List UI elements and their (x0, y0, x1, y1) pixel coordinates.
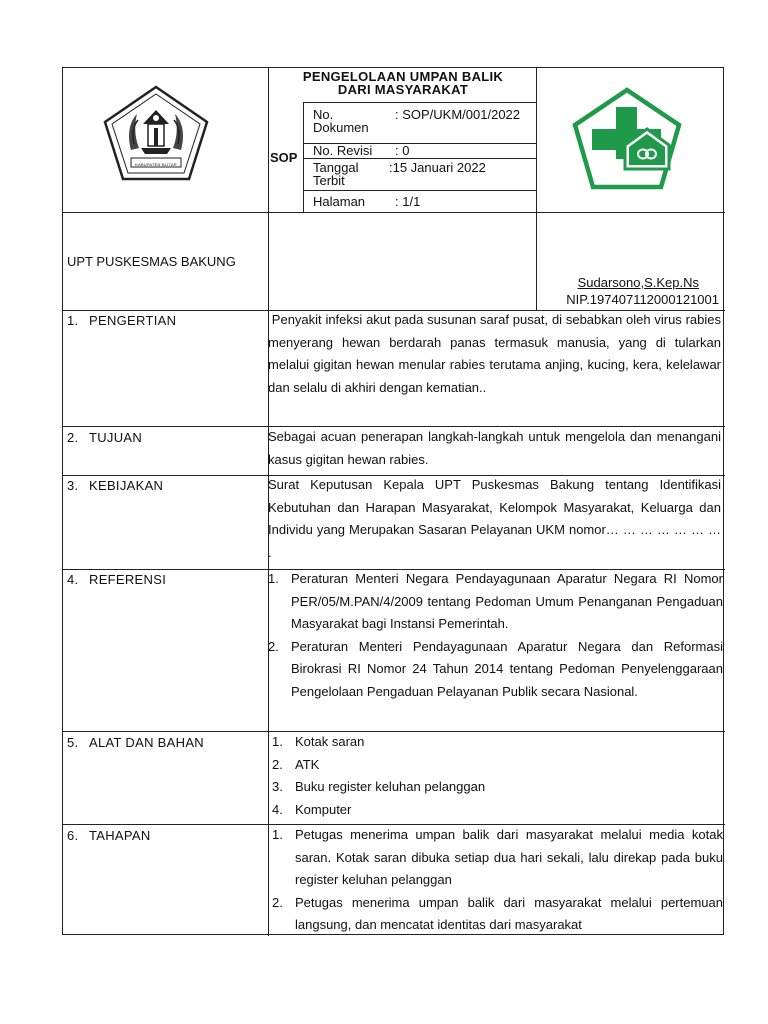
meta-page-label: Halaman (313, 194, 366, 209)
meta-revision-value: : 0 (395, 143, 410, 158)
title-line-1: PENGELOLAAN UMPAN BALIK (302, 69, 504, 84)
list-item-text: Buku register keluhan pelanggan (295, 779, 486, 794)
list-item-text: Petugas menerima umpan balik dari masyarakat melalui pertemuan langsung, dan mencatat identitas dari masyarakat (295, 894, 723, 932)
header-divider (63, 212, 725, 213)
section-text-kebijakan: Surat Keputusan Kepala UPT Puskesmas Bakung tentang Identifikasi Kebutuhan dan Harapan Masyarakat, Kelompok Masyarakat, Keluarga dan Individu yang Merupakan Sasaran Pelayanan UKM nomor… … … … … … … . (268, 477, 721, 560)
puskesmas-cross-logo (571, 87, 683, 191)
section-label-referensi (67, 572, 166, 587)
list-item-text: Petugas menerima umpan balik dari masyarakat melalui media kotak saran. Kotak saran dibuka setiap dua hari sekali, lalu direkap pada buku register keluhan pelanggan (295, 827, 723, 887)
section-number: 4. (67, 572, 79, 587)
signatory-nip: NIP.197407112000121001 (566, 292, 719, 307)
section-label-pengertian (67, 313, 176, 328)
list-number: 2. (272, 756, 283, 772)
list-item-text: ATK (295, 756, 320, 772)
section-title: TUJUAN (89, 430, 143, 445)
sop-document (62, 67, 724, 935)
alat-bahan-list (272, 731, 723, 821)
list-number: 1. (272, 734, 283, 749)
meta-divider-3 (303, 190, 536, 191)
list-item (272, 754, 723, 777)
header-right-divider (536, 68, 537, 311)
list-item (272, 824, 723, 892)
title-underline (303, 102, 536, 103)
meta-date-label (313, 161, 359, 187)
section-title: KEBIJAKAN (89, 478, 164, 493)
sop-label: SOP (270, 150, 298, 165)
meta-page-value: : 1/1 (395, 194, 421, 209)
kabupaten-emblem-logo (101, 84, 211, 182)
list-item-text: Peraturan Menteri Pendayagunaan Aparatur Negara dan Reformasi Birokrasi RI Nomor 24 Tahun 2014 tentang Pedoman Penyelenggaraan Pengelolaan Pengaduan Pelayanan Publik secara Nasional. (291, 638, 723, 699)
section-label-tujuan (67, 430, 142, 445)
emblem-caption: KABUPATEN BLITAR (135, 162, 177, 167)
list-number: 1. (268, 571, 279, 586)
list-item-text: Komputer (295, 801, 352, 817)
section-text-pengertian: Penyakit infeksi akut pada susunan saraf pusat, di sebabkan oleh virus rabies menyerang hewan berdarah panas termasuk manusia, yang di tularkan melalui gigitan hewan menular rabies terutama anjing, kucing, kera, kelelawar dan selalu di akhiri dengan kematian.. (268, 312, 725, 395)
meta-divider-2 (303, 158, 536, 159)
section-label-tahapan (67, 828, 151, 843)
section-title: TAHAPAN (89, 828, 151, 843)
section-number: 5. (67, 735, 79, 750)
list-item (268, 568, 723, 636)
section-text-tujuan: Sebagai acuan penerapan langkah-langkah untuk mengelola dan menangani kasus gigitan hewan rabies. (268, 429, 721, 467)
section-number: 1. (67, 313, 79, 328)
list-item (272, 892, 723, 937)
list-number: 2. (272, 894, 283, 910)
section-number: 6. (67, 828, 79, 843)
list-item (272, 731, 723, 754)
meta-doc-number-value: : SOP/UKM/001/2022 (395, 107, 521, 122)
section-number: 3. (67, 478, 79, 493)
list-number: 4. (272, 801, 283, 817)
list-item-text: Peraturan Menteri Negara Pendayagunaan Aparatur Negara RI Nomor PER/05/M.PAN/4/2009 tentang Pedoman Umum Penanganan Pengaduan Masyarakat bagi Instansi Pemerintah. (291, 571, 723, 631)
section-label-alat-bahan (67, 735, 204, 750)
section-label-kebijakan (67, 478, 163, 493)
section-title: REFERENSI (89, 572, 167, 587)
list-number: 2. (268, 638, 279, 654)
list-number: 1. (272, 827, 283, 842)
list-item (268, 636, 723, 704)
meta-doc-number-label (313, 108, 369, 134)
section-title: PENGERTIAN (89, 313, 177, 328)
section-title: ALAT DAN BAHAN (89, 735, 204, 750)
list-item-text: Kotak saran (295, 734, 365, 749)
signatory-name: Sudarsono,S.Kep.Ns (577, 275, 699, 290)
referensi-list (268, 568, 723, 703)
tahapan-list (272, 824, 723, 937)
title-line-2: DARI MASYARAKAT (337, 82, 469, 97)
list-item (272, 776, 723, 799)
unit-name: UPT PUSKESMAS BAKUNG (67, 254, 236, 269)
meta-label-2: Terbit (313, 173, 345, 188)
list-item (272, 799, 723, 822)
section-number: 2. (67, 430, 79, 445)
meta-label-2: Dokumen (313, 120, 369, 135)
document-title (269, 70, 537, 96)
meta-label: Tanggal (313, 160, 359, 175)
meta-label: No. (313, 107, 334, 122)
meta-date-value: :15 Januari 2022 (389, 160, 486, 175)
list-number: 3. (272, 779, 283, 794)
meta-revision-label: No. Revisi (313, 143, 373, 158)
